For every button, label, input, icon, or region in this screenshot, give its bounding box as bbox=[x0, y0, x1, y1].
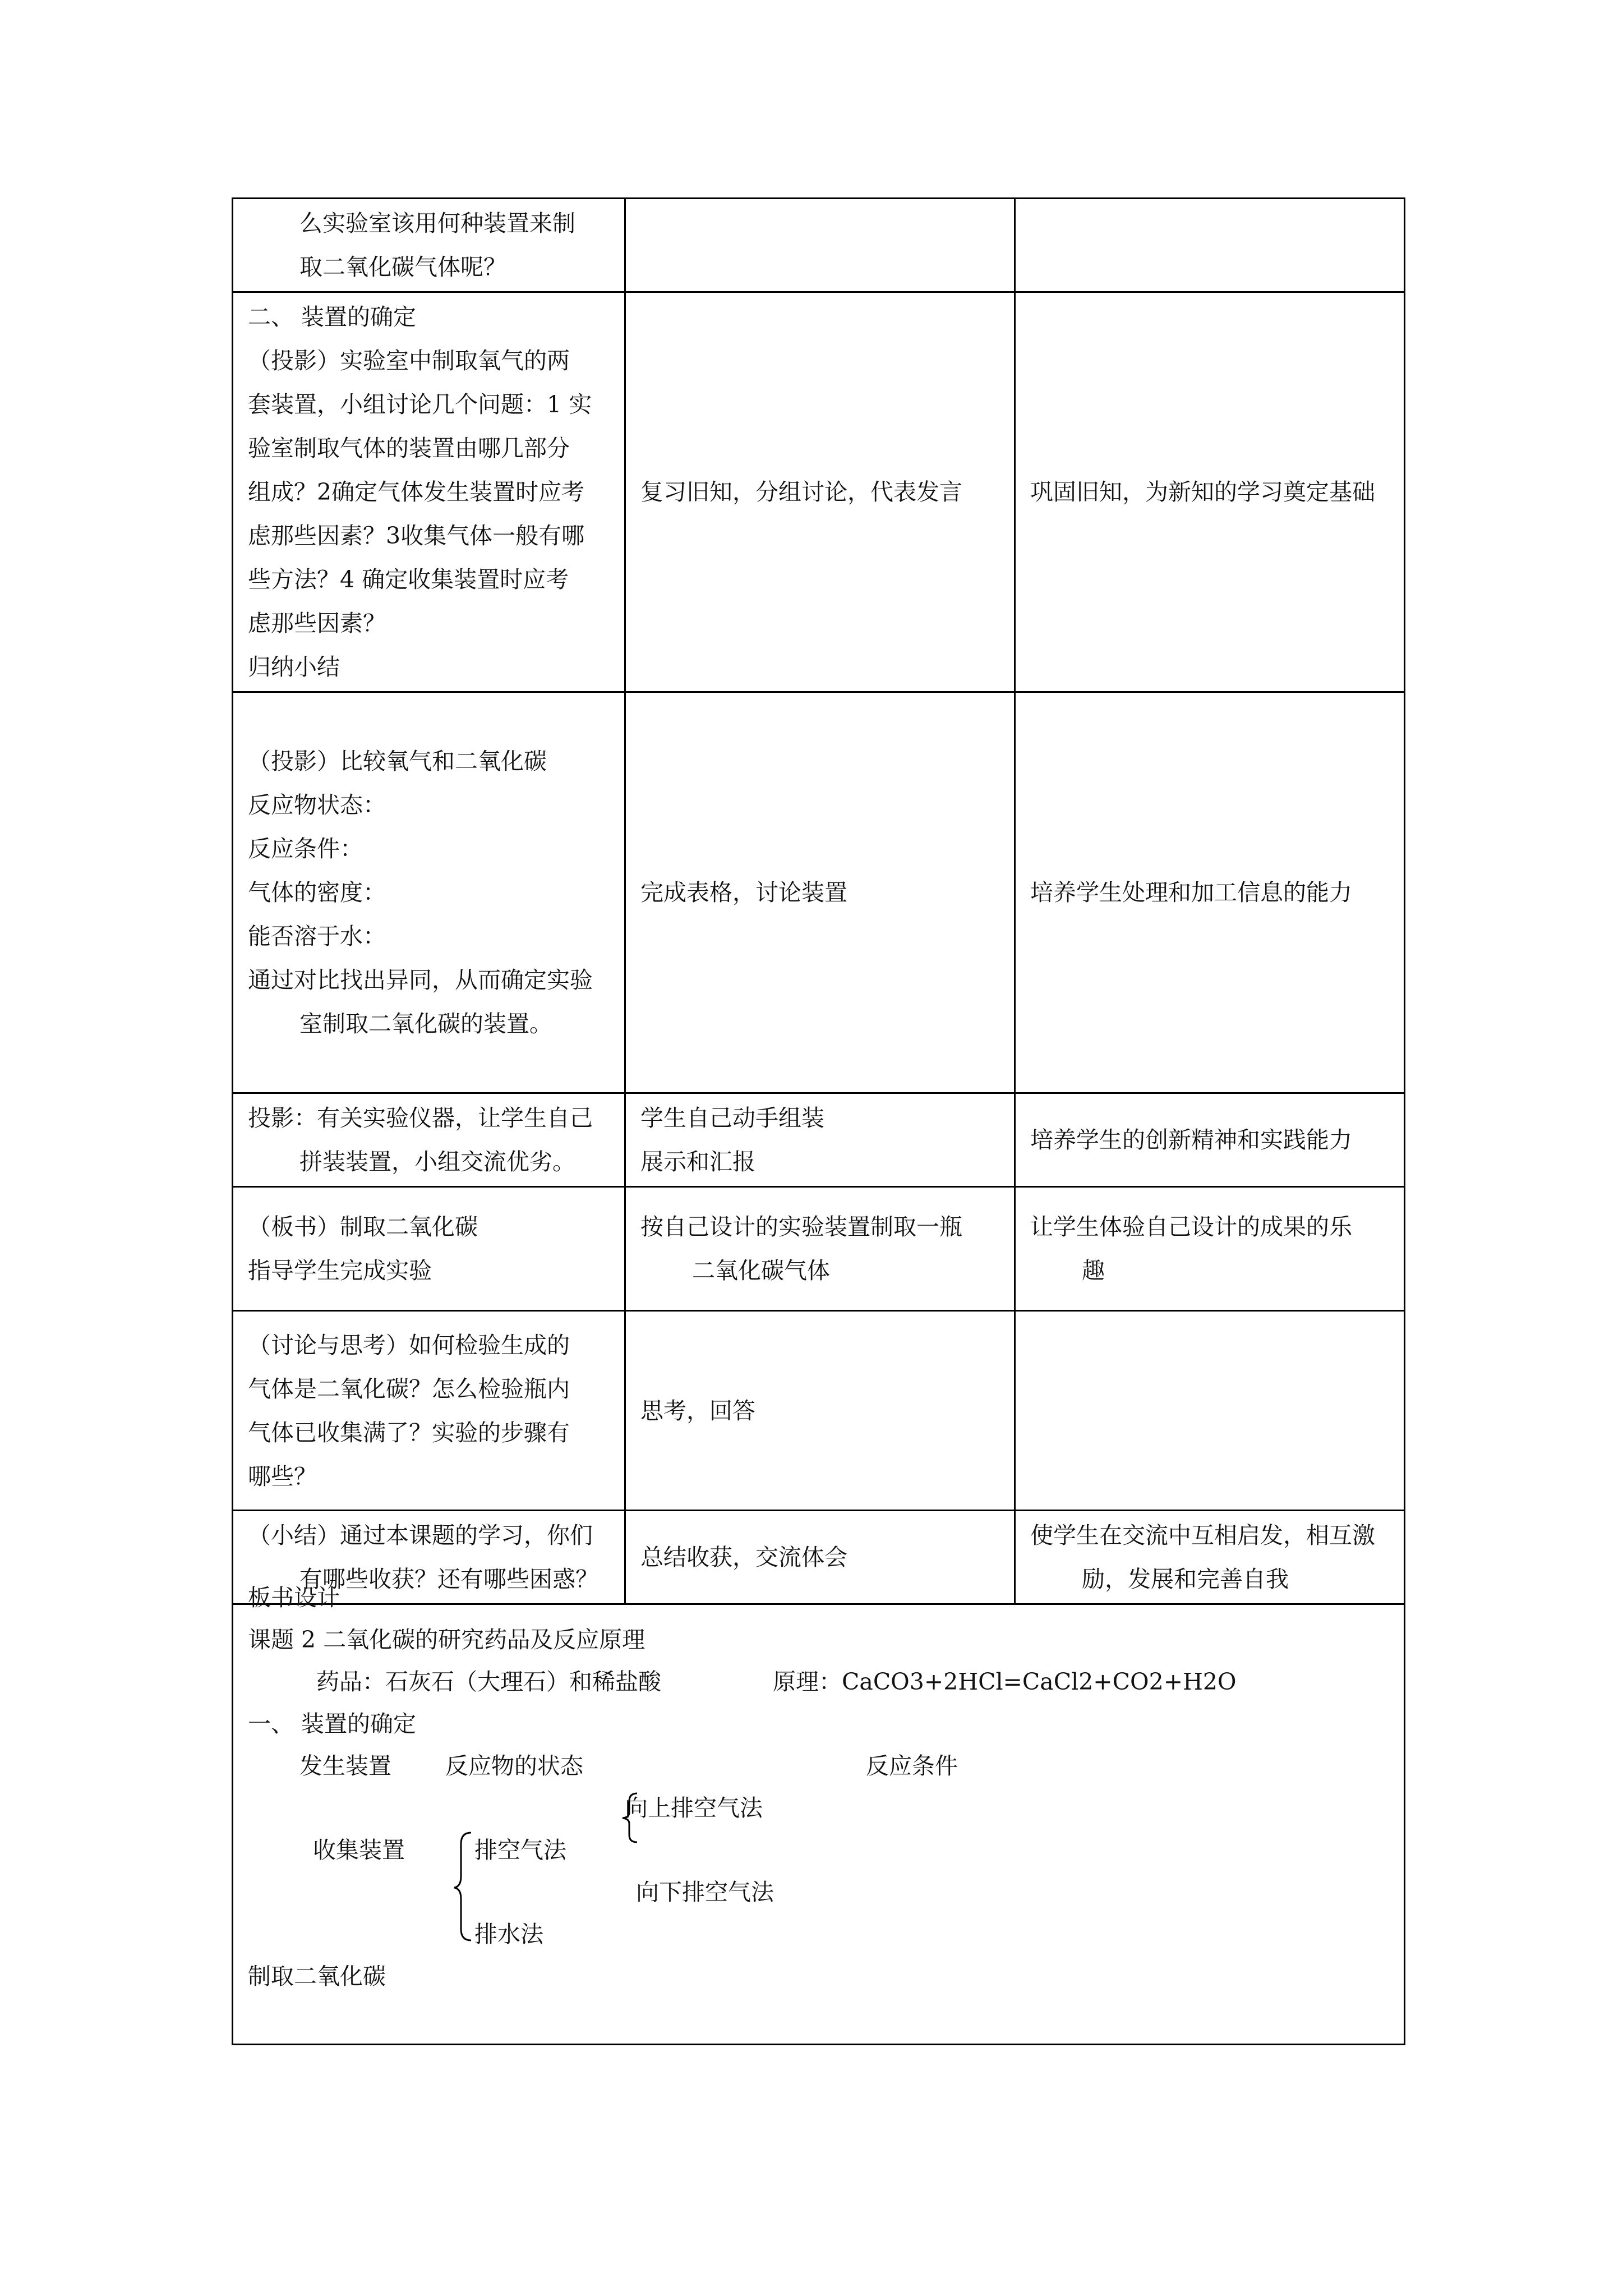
cell-line: 展示和汇报 bbox=[640, 1148, 755, 1175]
design-intent-cell bbox=[1015, 1311, 1405, 1511]
cell-line: 二、 装置的确定 bbox=[248, 303, 417, 330]
student-activity-cell bbox=[625, 292, 1015, 692]
board-drugs: 药品：石灰石（大理石）和稀盐酸 bbox=[316, 1668, 661, 1695]
teacher-activity-cell bbox=[233, 1187, 625, 1311]
cell-line: 让学生体验自己设计的成果的乐 bbox=[1030, 1213, 1352, 1240]
cell-line: 室制取二氧化碳的装置。 bbox=[299, 1010, 552, 1037]
cell-line: 思考，回答 bbox=[640, 1397, 755, 1424]
cell-line: 趣 bbox=[1082, 1257, 1105, 1284]
cell-line: 二氧化碳气体 bbox=[692, 1257, 830, 1284]
cell-line: 套装置，小组讨论几个问题：1 实 bbox=[248, 391, 592, 418]
design-intent-cell bbox=[1015, 199, 1405, 292]
board-collect-device: 收集装置 bbox=[313, 1837, 405, 1864]
table-row bbox=[233, 1093, 1405, 1187]
cell-line: 气体的密度： bbox=[248, 879, 386, 906]
cell-line: 按自己设计的实验装置制取一瓶 bbox=[640, 1213, 962, 1240]
table-row bbox=[233, 1187, 1405, 1311]
table-row bbox=[233, 692, 1405, 1093]
cell-line: （投影）比较氧气和二氧化碳 bbox=[248, 748, 547, 775]
cell-line: 虑那些因素？ bbox=[248, 610, 386, 637]
cell-line: 组成？2确定气体发生装置时应考 bbox=[248, 478, 585, 505]
design-intent-cell bbox=[1015, 1187, 1405, 1311]
student-activity-cell bbox=[625, 1187, 1015, 1311]
board-gen-device: 发生装置 bbox=[299, 1752, 391, 1779]
cell-line: 通过对比找出异同，从而确定实验 bbox=[248, 967, 593, 993]
cell-line: 拼装装置，小组交流优劣。 bbox=[299, 1148, 575, 1175]
student-activity-cell bbox=[625, 199, 1015, 292]
board-water-method: 排水法 bbox=[474, 1921, 543, 1948]
cell-line: 使学生在交流中互相启发，相互激 bbox=[1030, 1522, 1375, 1549]
cell-line: 取二氧化碳气体呢？ bbox=[299, 254, 506, 280]
cell-line: 学生自己动手组装 bbox=[640, 1105, 824, 1131]
cell-line: 反应条件： bbox=[248, 835, 363, 862]
table-row bbox=[233, 1311, 1405, 1511]
board-upward-method: 向上排空气法 bbox=[625, 1795, 763, 1821]
board-principle: 原理：CaCO3+2HCl=CaCl2+CO2+H2O bbox=[773, 1668, 1237, 1695]
design-intent-cell bbox=[1015, 292, 1405, 692]
cell-line: 有哪些收获？还有哪些困惑？ bbox=[299, 1566, 598, 1593]
student-activity-cell bbox=[625, 692, 1015, 1093]
teacher-activity-cell bbox=[233, 1311, 625, 1511]
cell-line: 总结收获，交流体会 bbox=[640, 1544, 847, 1571]
cell-line: 哪些？ bbox=[248, 1462, 317, 1490]
board-heading: 板书设计 bbox=[248, 1584, 340, 1611]
brace-icon bbox=[620, 1791, 640, 1844]
design-intent-cell bbox=[1015, 1093, 1405, 1187]
board-reactant-state: 反应物的状态 bbox=[445, 1752, 583, 1779]
teacher-activity-cell bbox=[233, 199, 625, 292]
table-row bbox=[233, 292, 1405, 692]
cell-line: 反应物状态： bbox=[248, 792, 386, 818]
teacher-activity-cell bbox=[233, 1093, 625, 1187]
cell-line: （小结）通过本课题的学习，你们 bbox=[248, 1522, 593, 1549]
cell-line: 培养学生处理和加工信息的能力 bbox=[1030, 879, 1352, 906]
cell-line: 么实验室该用何种装置来制 bbox=[299, 210, 575, 237]
cell-line: 完成表格，讨论装置 bbox=[640, 879, 847, 906]
cell-line: 巩固旧知，为新知的学习奠定基础 bbox=[1030, 478, 1375, 505]
cell-line: （板书）制取二氧化碳 bbox=[248, 1213, 478, 1240]
teacher-activity-cell bbox=[233, 692, 625, 1093]
cell-line: 指导学生完成实验 bbox=[248, 1257, 432, 1284]
board-section: 一、 装置的确定 bbox=[248, 1710, 417, 1737]
design-intent-cell bbox=[1015, 692, 1405, 1093]
board-design bbox=[233, 1575, 1402, 2001]
cell-line: 虑那些因素？3收集气体一般有哪 bbox=[248, 522, 585, 549]
teacher-activity-cell bbox=[233, 292, 625, 692]
cell-line: （讨论与思考）如何检验生成的 bbox=[248, 1331, 570, 1359]
cell-line: 能否溶于水： bbox=[248, 923, 386, 950]
brace-icon bbox=[453, 1830, 476, 1943]
cell-line: 些方法？4 确定收集装置时应考 bbox=[248, 566, 569, 593]
board-air-method: 排空气法 bbox=[474, 1837, 566, 1864]
student-activity-cell bbox=[625, 1311, 1015, 1511]
table-row bbox=[233, 199, 1405, 292]
cell-line: 励，发展和完善自我 bbox=[1082, 1566, 1289, 1593]
cell-line: 培养学生的创新精神和实践能力 bbox=[1030, 1126, 1352, 1153]
board-reaction-cond: 反应条件 bbox=[866, 1752, 958, 1779]
cell-line: 复习旧知，分组讨论，代表发言 bbox=[640, 478, 962, 505]
cell-line: 气体是二氧化碳？怎么检验瓶内 bbox=[248, 1375, 570, 1402]
board-title: 课题 2 二氧化碳的研究药品及反应原理 bbox=[248, 1626, 645, 1653]
cell-line: （投影）实验室中制取氧气的两 bbox=[248, 347, 570, 374]
student-activity-cell bbox=[625, 1093, 1015, 1187]
board-downward-method: 向下排空气法 bbox=[636, 1879, 774, 1906]
cell-line: 气体已收集满了？实验的步骤有 bbox=[248, 1419, 570, 1446]
cell-line: 验室制取气体的装置由哪几部分 bbox=[248, 435, 570, 462]
cell-line: 归纳小结 bbox=[248, 654, 340, 680]
board-prepare: 制取二氧化碳 bbox=[248, 1963, 386, 1990]
cell-line: 投影：有关实验仪器，让学生自己 bbox=[248, 1105, 593, 1131]
